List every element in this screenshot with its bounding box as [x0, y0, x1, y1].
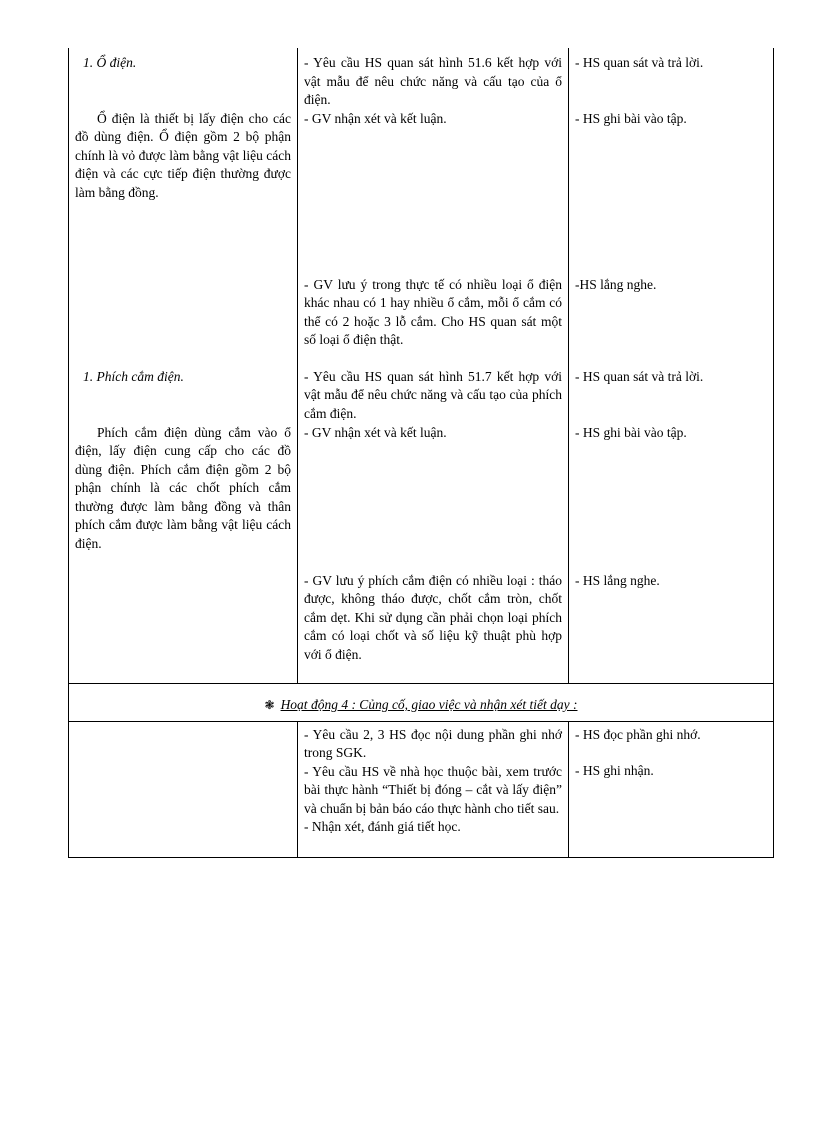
activity-4-row [69, 684, 774, 722]
teacher-step: - Yêu cầu HS về nhà học thuộc bài, xem trước bài thực hành “Thiết bị đóng – cắt và lấy điện” và chuẩn bị bản báo cáo thực hành cho tiết sau. [304, 763, 562, 816]
teacher-activity: - GV lưu ý trong thực tế có nhiều loại ổ điện khác nhau có 1 hay nhiều ổ cắm, mỗi ổ cắm có thể có 2 hoặc 3 lỗ cắm. Cho HS quan sát một số loại ổ điện thật. [298, 276, 569, 368]
table-row [69, 721, 774, 857]
flower-bullet-icon: ❃ [264, 698, 275, 712]
activity-4-title: Hoạt động 4 : Củng cố, giao việc và nhận xét tiết dạy : [280, 697, 578, 712]
student-step: - HS ghi nhận. [575, 763, 654, 778]
table-row [69, 110, 774, 276]
content-o-dien: Ổ điện là thiết bị lấy điện cho các đồ dùng điện. Ổ điện gồm 2 bộ phận chính là vỏ được làm bằng vật liệu cách điện và các cực tiếp điện thường được làm bằng đồng. [69, 110, 298, 276]
student-activity: - HS quan sát và trả lời. [569, 368, 774, 424]
lesson-table [68, 48, 774, 858]
table-row [69, 572, 774, 684]
teacher-activity: - GV nhận xét và kết luận. [298, 110, 569, 276]
table-row [69, 424, 774, 572]
table-row [69, 276, 774, 368]
activity-4-heading [69, 684, 774, 722]
content-phich-cam: Phích cắm điện dùng cắm vào ổ điện, lấy điện cung cấp cho các đồ dùng điện. Phích cắm điện gồm 2 bộ phận chính là các chốt phích cắm thường được làm bằng đồng và thân phích cắm được làm bằng vật liệu cách điện. [69, 424, 298, 572]
teacher-activity: - GV lưu ý phích cắm điện có nhiều loại : tháo được, không tháo được, chốt cắm tròn, chốt cắm dẹt. Khi sử dụng cần phải chọn loại phích cắm có loại chốt và số liệu kỹ thuật phù hợp với ổ điện. [298, 572, 569, 684]
lesson-plan-page [68, 48, 773, 858]
empty-cell [69, 721, 298, 857]
student-activity: - HS ghi bài vào tập. [569, 424, 774, 572]
empty-cell [69, 572, 298, 684]
student-activity: - HS ghi bài vào tập. [569, 110, 774, 276]
student-activity: -HS lắng nghe. [569, 276, 774, 368]
teacher-activity: - GV nhận xét và kết luận. [298, 424, 569, 572]
teacher-activity: - Yêu cầu HS quan sát hình 51.7 kết hợp với vật mẫu để nêu chức năng và cấu tạo của phích cắm điện. [298, 368, 569, 424]
empty-cell [69, 276, 298, 368]
student-step: - HS đọc phần ghi nhớ. [575, 726, 701, 742]
student-activity: - HS lắng nghe. [569, 572, 774, 684]
teacher-step: - Yêu cầu 2, 3 HS đọc nội dung phần ghi nhớ trong SGK. [304, 726, 562, 760]
table-row [69, 368, 774, 424]
teacher-activity [298, 721, 569, 857]
teacher-activity: - Yêu cầu HS quan sát hình 51.6 kết hợp với vật mẫu để nêu chức năng và cấu tạo của ổ điện. [298, 48, 569, 110]
student-activity: - HS quan sát và trả lời. [569, 48, 774, 110]
section-heading-phich-cam: 1. Phích cắm điện. [69, 368, 298, 424]
student-activity [569, 721, 774, 857]
table-row [69, 48, 774, 110]
section-heading-o-dien: 1. Ổ điện. [69, 48, 298, 110]
teacher-step: - Nhận xét, đánh giá tiết học. [304, 819, 461, 834]
